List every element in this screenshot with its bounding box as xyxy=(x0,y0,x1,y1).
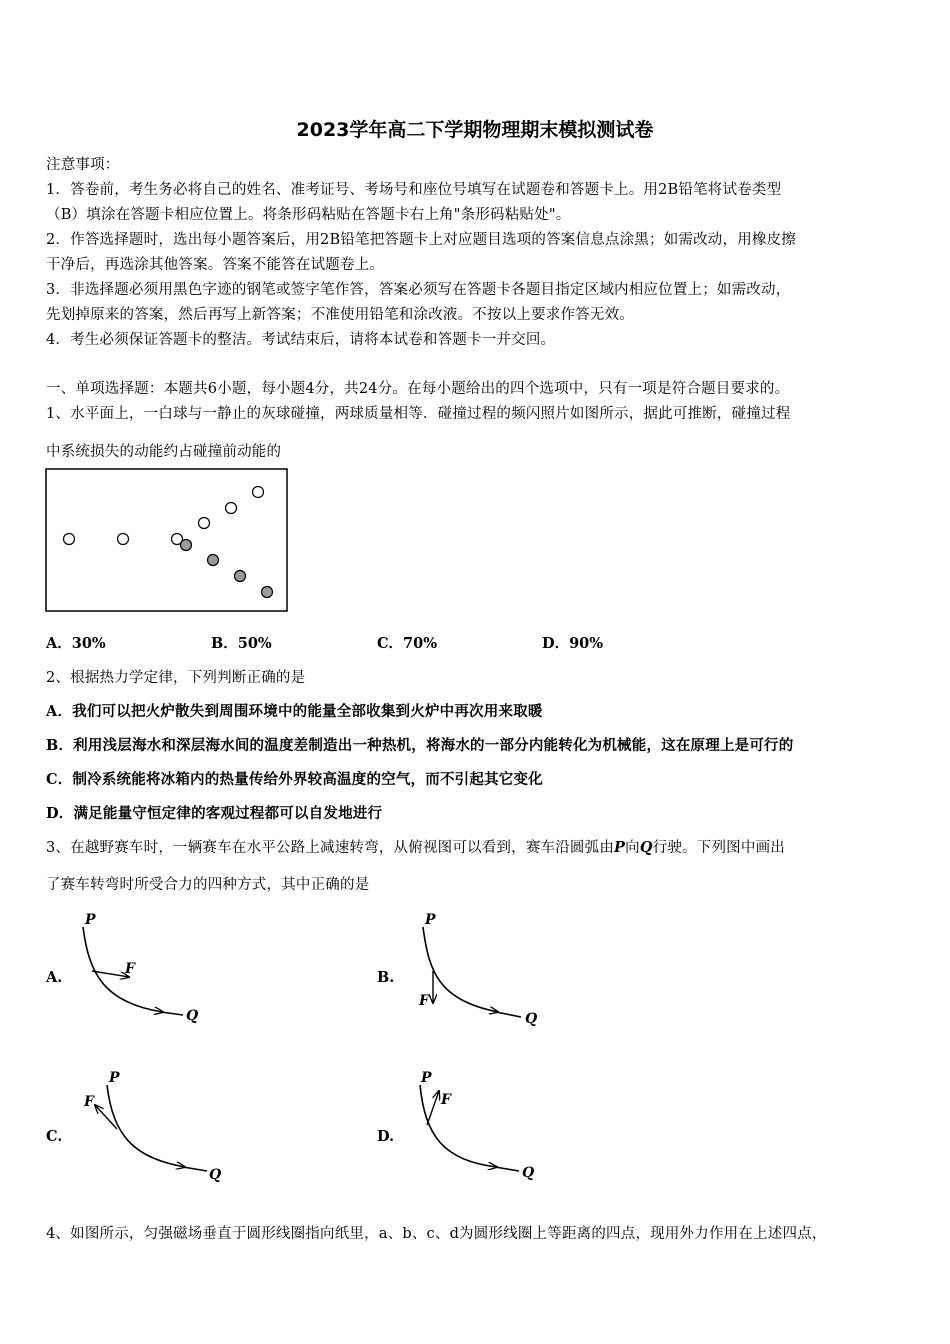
q3-stem xyxy=(46,836,785,857)
q2-option-b[interactable]: B．利用浅层海水和深层海水间的温度差制造出一种热机，将海水的一部分内能转化为机械能，这在原理上是可行的 xyxy=(46,737,794,754)
point-q: Q xyxy=(639,839,653,856)
q3-figure-b xyxy=(405,905,545,1030)
notice-line: （B）填涂在答题卡相应位置上。将条形码粘贴在答题卡右上角"条形码粘贴处"。 xyxy=(46,207,571,223)
path-curve xyxy=(495,1167,519,1171)
path-curve xyxy=(423,927,498,1012)
gray-ball xyxy=(208,555,219,566)
q2-option-a[interactable]: A．我们可以把火炉散失到周围环境中的能量全部收集到火炉中再次用来取暖 xyxy=(46,703,543,720)
notice-line: 先划掉原来的答案，然后再写上新答案；不准使用铅笔和涂改液。不按以上要求作答无效。 xyxy=(46,307,634,323)
gray-ball xyxy=(235,571,246,582)
gray-ball xyxy=(181,540,192,551)
label-q: Q xyxy=(186,1008,199,1024)
q3-stem-text: 3、在越野赛车时，一辆赛车在水平公路上减速转弯，从俯视图可以看到，赛车沿圆弧由 xyxy=(46,840,615,856)
q3-figure-d xyxy=(405,1063,545,1188)
notice-line: 干净后，再选涂其他答案。答案不能答在试题卷上。 xyxy=(46,257,385,273)
q1-option-a[interactable]: A．30% xyxy=(46,635,106,652)
path-curve xyxy=(107,1085,185,1167)
label-q: Q xyxy=(525,1011,538,1027)
q4-stem: 4、如图所示，匀强磁场垂直于圆形线圈指向纸里，a、b、c、d为圆形线圈上等距离的四点，现用外力作用在上述四点， xyxy=(46,1226,827,1242)
q3-stem-text: 行驶。下列图中画出 xyxy=(652,840,785,856)
point-p: P xyxy=(614,839,626,856)
notice-line: 3．非选择题必须用黑色字迹的钢笔或签字笔作答，答案必须写在答题卡各题目指定区域内相应位置上；如需改动， xyxy=(46,282,791,298)
label-f: F xyxy=(441,1092,451,1108)
notice-line: 1．答卷前，考生务必将自己的姓名、准考证号、考场号和座位号填写在试题卷和答题卡上。用2B铅笔将试卷类型 xyxy=(46,182,782,198)
force-arrow xyxy=(427,1091,439,1125)
gray-ball xyxy=(262,587,273,598)
white-ball xyxy=(226,503,237,514)
white-ball xyxy=(199,518,210,529)
q3-stem-cont: 了赛车转弯时所受合力的四种方式，其中正确的是 xyxy=(46,877,370,893)
label-p: P xyxy=(421,1070,432,1086)
q1-option-b[interactable]: B．50% xyxy=(211,635,272,652)
notice-heading: 注意事项： xyxy=(46,157,120,173)
q2-option-d[interactable]: D．满足能量守恒定律的客观过程都可以自发地进行 xyxy=(46,805,383,822)
label-f: F xyxy=(125,961,135,977)
path-curve xyxy=(496,1012,521,1017)
q3-figure-c xyxy=(75,1063,235,1188)
q1-option-c[interactable]: C．70% xyxy=(377,635,437,652)
q1-stem-cont: 中系统损失的动能约占碰撞前动能的 xyxy=(46,444,282,460)
path-curve xyxy=(83,927,163,1012)
label-f: F xyxy=(84,1094,94,1110)
q3-option-a-label[interactable]: A. xyxy=(46,969,63,986)
q3-figure-a xyxy=(75,905,215,1030)
label-p: P xyxy=(109,1070,120,1086)
q1-strobe-figure xyxy=(45,468,289,614)
white-ball xyxy=(118,534,129,545)
path-curve xyxy=(161,1012,183,1015)
q2-stem: 2、根据热力学定律，下列判断正确的是 xyxy=(46,670,306,686)
path-curve xyxy=(183,1167,207,1171)
white-ball xyxy=(64,534,75,545)
q1-stem: 1、水平面上，一白球与一静止的灰球碰撞，两球质量相等．碰撞过程的频闪照片如图所示，据此可推断，碰撞过程 xyxy=(46,406,791,422)
label-q: Q xyxy=(522,1165,535,1181)
q3-option-b-label[interactable]: B. xyxy=(377,969,395,986)
q3-option-d-label[interactable]: D. xyxy=(377,1128,395,1145)
q2-option-c[interactable]: C．制冷系统能将冰箱内的热量传给外界较高温度的空气，而不引起其它变化 xyxy=(46,771,543,788)
path-curve xyxy=(420,1085,497,1167)
label-f: F xyxy=(419,993,429,1009)
label-p: P xyxy=(425,912,436,928)
q3-stem-text: 向 xyxy=(625,840,640,856)
page-title: 2023学年高二下学期物理期末模拟测试卷 xyxy=(296,119,654,141)
section-heading: 一、单项选择题：本题共6小题，每小题4分，共24分。在每小题给出的四个选项中，只有一项是符合题目要求的。 xyxy=(46,381,790,397)
label-p: P xyxy=(85,912,96,928)
notice-line: 2．作答选择题时，选出每小题答案后，用2B铅笔把答题卡上对应题目选项的答案信息点涂黑；如需改动，用橡皮擦 xyxy=(46,232,797,248)
q1-option-d[interactable]: D．90% xyxy=(542,635,604,652)
label-q: Q xyxy=(209,1167,222,1183)
figure-frame xyxy=(46,469,287,611)
q3-option-c-label[interactable]: C. xyxy=(46,1128,63,1145)
notice-line: 4．考生必须保证答题卡的整洁。考试结束后，请将本试卷和答题卡一并交回。 xyxy=(46,332,556,348)
white-ball xyxy=(253,487,264,498)
